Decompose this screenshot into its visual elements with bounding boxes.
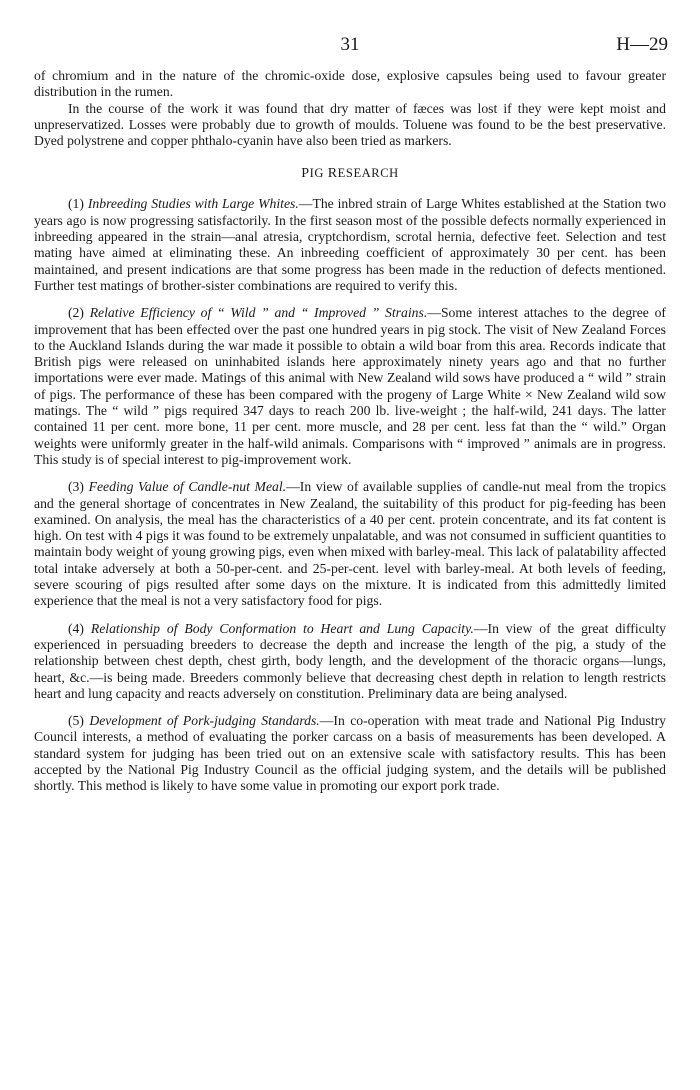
item-body: —In co-operation with meat trade and National Pig Industry Council interests, a method of evaluating the porker carcass on a basis of measurements has been developed. A standard system for judging has been tried out on an extensive scale with satisfactory results. This has been accepted by the National Pig Industry Council as the official judging system, and the details will be published shortly. This method is likely to have some value in promoting our export pork trade.: [34, 713, 666, 794]
research-item-paragraph: [34, 196, 666, 294]
page-header: [34, 34, 666, 64]
heading-initial-p: P: [301, 166, 310, 182]
item-title: Development of Pork-judging Standards.: [89, 713, 320, 729]
research-item-paragraph: [34, 479, 666, 609]
item-title: Relative Efficiency of “ Wild ” and “ Improved ” Strains.: [89, 305, 428, 321]
intro-section: [34, 68, 666, 149]
research-item-paragraph: [34, 621, 666, 702]
item-number: (5): [68, 713, 84, 729]
research-item-1: [34, 196, 666, 294]
document-reference: H—29: [616, 34, 668, 55]
research-item-4: [34, 621, 666, 702]
item-body: —In view of available supplies of candle-nut meal from the tropics and the general shortage of concentrates in New Zealand, the suitability of this product for pig-feeding has been examined. On analysis, the meal has the characteristics of a 40 per cent. protein concentrate, and its fat content is high. On test with 4 pigs it was found to be extremely unpalatable, and was not consumed in sufficient quantities to maintain body weight of young growing pigs, even when mixed with barley-meal. This lack of palatability affected total intake adversely at both a 50-per-cent. and 25-per-cent. level with barley-meal. At both levels of feeding, severe scouring of pigs resulted after some days on the mixture. It is indicated from this admittedly limited experience that the meal is not a very satisfactory food for pigs.: [34, 479, 666, 609]
item-title: Inbreeding Studies with Large Whites.: [87, 196, 299, 212]
item-body: —Some interest attaches to the degree of improvement that has been effected over the past one hundred years in pig stock. The visit of New Zealand Forces to the Auckland Islands during the war made it possible to obtain a wild boar from this area. Records indicate that British pigs were released on uninhabited islands here approximately ninety years ago and that no further importations were ever made. Matings of this animal with New Zealand wild sows have produced a “ wild ” strain of pigs. The performance of these has been compared with the progeny of Large White × New Zealand wild sow matings. The “ wild ” pigs required 347 days to reach 200 lb. live-weight ; the half-wild, 241 days. The latter contained 11 per cent. more bone, 11 per cent. more muscle, and 28 per cent. less fat than the “ wild.” Organ weights were uniformly greater in the half-wild animals. Comparisons with “ improved ” animals are in progress. This study is of special interest to pig-improvement work.: [34, 305, 666, 467]
intro-paragraph-continued: of chromium and in the nature of the chromic-oxide dose, explosive capsules being used to favour greater distribution in the rumen.: [34, 68, 666, 100]
intro-paragraph: In the course of the work it was found that dry matter of fæces was lost if they were kept moist and unpreservatized. Losses were probably due to growth of moulds. Toluene was found to be the best preservative. Dyed polystrene and copper phthalo-cyanin have also been tried as markers.: [34, 100, 666, 149]
item-body: —The inbred strain of Large Whites established at the Station two years ago is now progressing satisfactorily. In the first season most of the possible defects normally experienced in inbreeding appeared in the strain—anal atresia, cryptchordism, scrotal hernia, defective feet. Selection and test mating have aimed at eliminating these. An inbreeding coefficient of approximately 30 per cent. has been maintained, and present indications are that some progress has been made in the reduction of defects mentioned. Further test matings of brother-sister combinations are required to verify this.: [34, 196, 666, 293]
item-number: (1): [68, 196, 84, 212]
research-item-5: [34, 713, 666, 794]
page-number: 31: [340, 34, 360, 55]
item-title: Relationship of Body Conformation to Heart and Lung Capacity.: [90, 620, 474, 636]
research-item-paragraph: [34, 713, 666, 794]
section-heading-pig-research: [34, 166, 666, 182]
heading-initial-r: R: [327, 166, 338, 182]
research-item-3: [34, 479, 666, 609]
research-item-paragraph: [34, 305, 666, 468]
item-body: —In view of the great difficulty experienced in persuading breeders to decrease the depth and increase the length of the pig, a study of the relationship between chest depth, chest girth, body length, and the development of the thoracic organs—lungs, heart, &c.—is being made. Breeders commonly believe that decreasing chest depth in relation to length restricts heart and lung capacity and reacts adversely on constitution. Preliminary data are being analysed.: [34, 620, 666, 701]
item-number: (2): [68, 305, 84, 321]
document-page: [34, 34, 666, 806]
heading-rest-ig: IG: [309, 166, 328, 181]
item-number: (4): [68, 620, 84, 636]
heading-rest-esearch: ESEARCH: [337, 166, 399, 181]
research-item-2: [34, 305, 666, 468]
item-number: (3): [68, 479, 84, 495]
item-title: Feeding Value of Candle-nut Meal.: [88, 479, 287, 495]
